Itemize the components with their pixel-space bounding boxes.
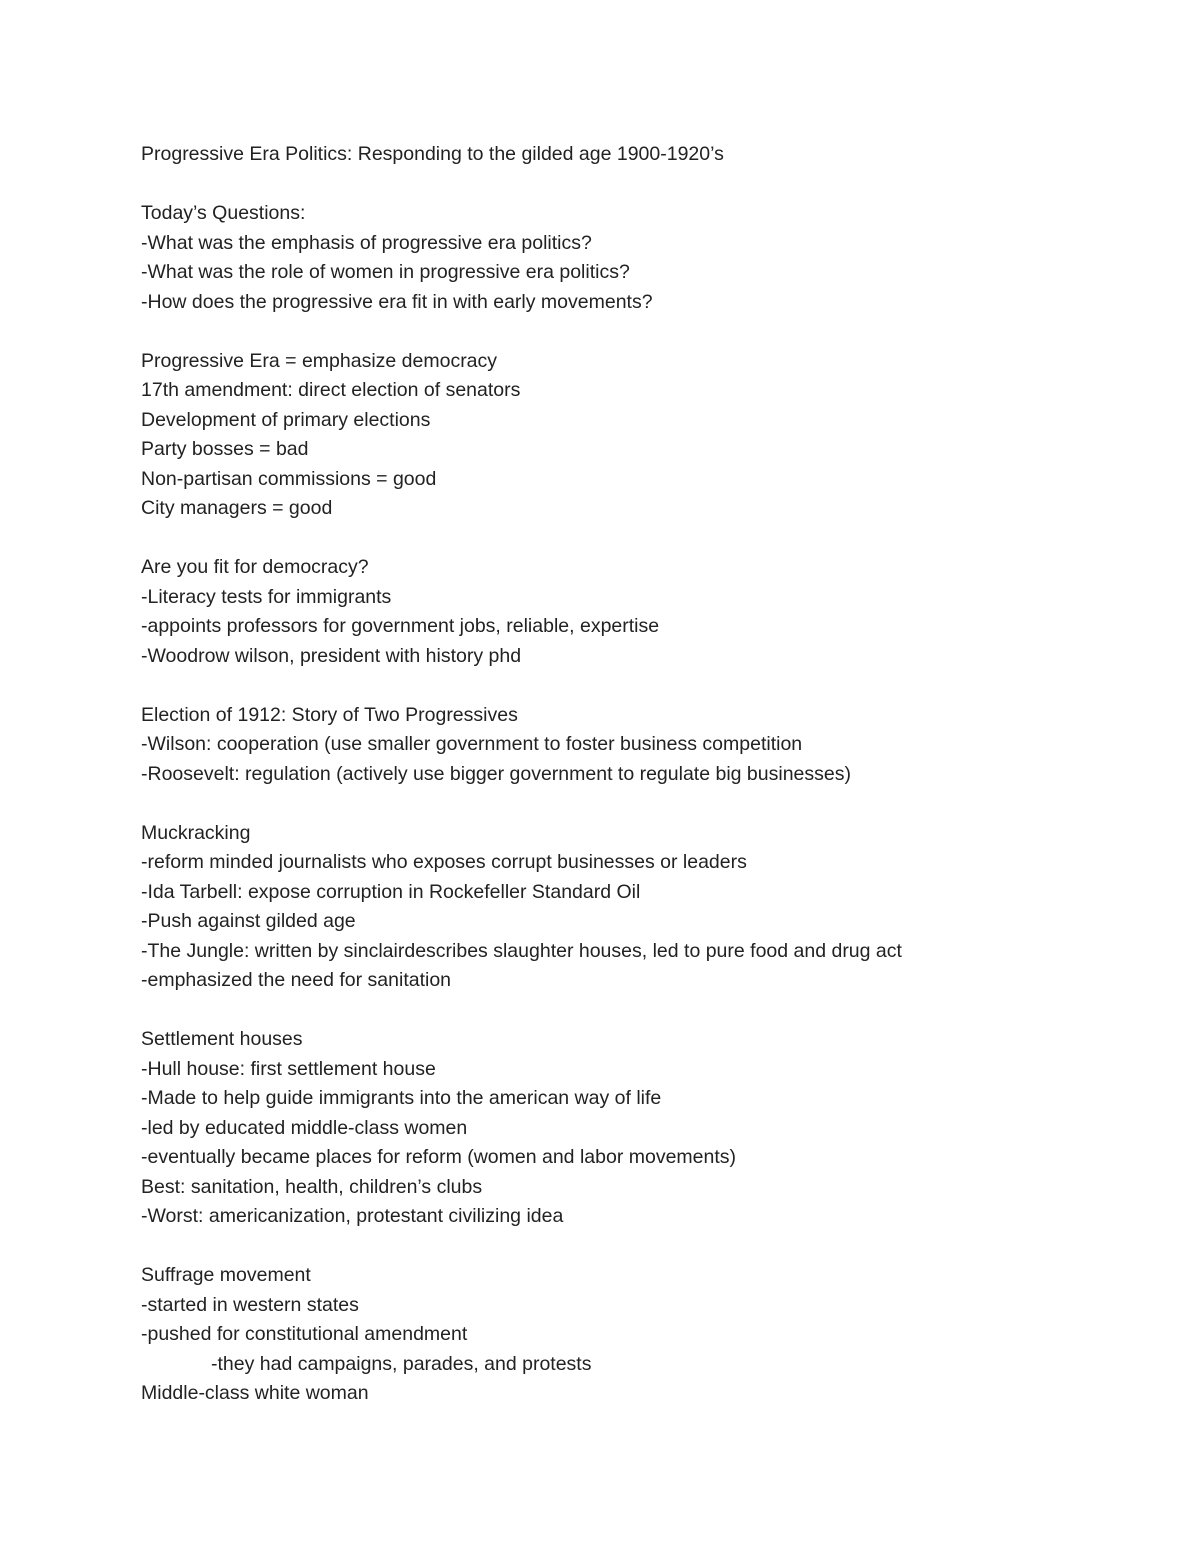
list-item: City managers = good — [141, 497, 333, 519]
list-item: -Literacy tests for immigrants — [141, 585, 392, 608]
list-item: -emphasized the need for sanitation — [141, 969, 452, 991]
list-item: 17th amendment: direct election of senators — [141, 379, 521, 401]
section-muckracking — [141, 819, 1101, 996]
list-item: -Made to help guide immigrants into the american way of life — [141, 1087, 662, 1109]
list-item: -How does the progressive era fit in with early movements? — [141, 290, 653, 313]
list-item: -Worst: americanization, protestant civilizing idea — [141, 1205, 564, 1227]
list-item: Non-partisan commissions = good — [141, 467, 437, 490]
section-fit-for-democracy — [141, 553, 1101, 671]
section-heading: Suffrage movement — [141, 1264, 311, 1286]
document-body — [141, 140, 1101, 1409]
list-item: -eventually became places for reform (women and labor movements) — [141, 1146, 737, 1168]
list-item: -Push against gilded age — [141, 910, 356, 932]
section-heading: Today’s Questions: — [141, 202, 306, 224]
section-settlement-houses — [141, 1025, 1101, 1232]
document-title: Progressive Era Politics: Responding to the gilded age 1900-1920’s — [141, 143, 724, 165]
list-item: -The Jungle: written by sinclairdescribes slaughter houses, led to pure food and drug act — [141, 939, 902, 962]
list-item: -What was the role of women in progressive era politics? — [141, 261, 630, 283]
list-item: -Ida Tarbell: expose corruption in Rockefeller Standard Oil — [141, 880, 641, 903]
list-item: -Woodrow wilson, president with history phd — [141, 644, 522, 667]
list-item: Middle-class white woman — [141, 1382, 369, 1404]
list-item-indented: -they had campaigns, parades, and protests — [211, 1352, 592, 1375]
title-section — [141, 140, 1101, 170]
list-item: Best: sanitation, health, children’s clubs — [141, 1175, 483, 1198]
section-progressive-era — [141, 347, 1101, 524]
list-item: -Hull house: first settlement house — [141, 1057, 436, 1080]
section-heading: Election of 1912: Story of Two Progressives — [141, 703, 518, 726]
list-item: Development of primary elections — [141, 408, 431, 431]
section-election-1912 — [141, 701, 1101, 790]
section-heading: Muckracking — [141, 821, 251, 844]
list-item: -led by educated middle-class women — [141, 1116, 468, 1139]
section-suffrage-movement — [141, 1261, 1101, 1409]
list-item: -pushed for constitutional amendment — [141, 1323, 468, 1345]
section-heading: Are you fit for democracy? — [141, 556, 369, 578]
list-item: Party bosses = bad — [141, 438, 309, 460]
section-heading: Settlement houses — [141, 1028, 303, 1050]
list-item: -Roosevelt: regulation (actively use bigger government to regulate big businesses) — [141, 762, 851, 785]
section-todays-questions — [141, 199, 1101, 317]
list-item: -reform minded journalists who exposes corrupt businesses or leaders — [141, 851, 747, 873]
section-heading: Progressive Era = emphasize democracy — [141, 349, 498, 372]
list-item: -started in western states — [141, 1293, 359, 1316]
list-item: -Wilson: cooperation (use smaller government to foster business competition — [141, 733, 803, 755]
list-item: -What was the emphasis of progressive era politics? — [141, 231, 592, 254]
list-item: -appoints professors for government jobs, reliable, expertise — [141, 615, 660, 637]
